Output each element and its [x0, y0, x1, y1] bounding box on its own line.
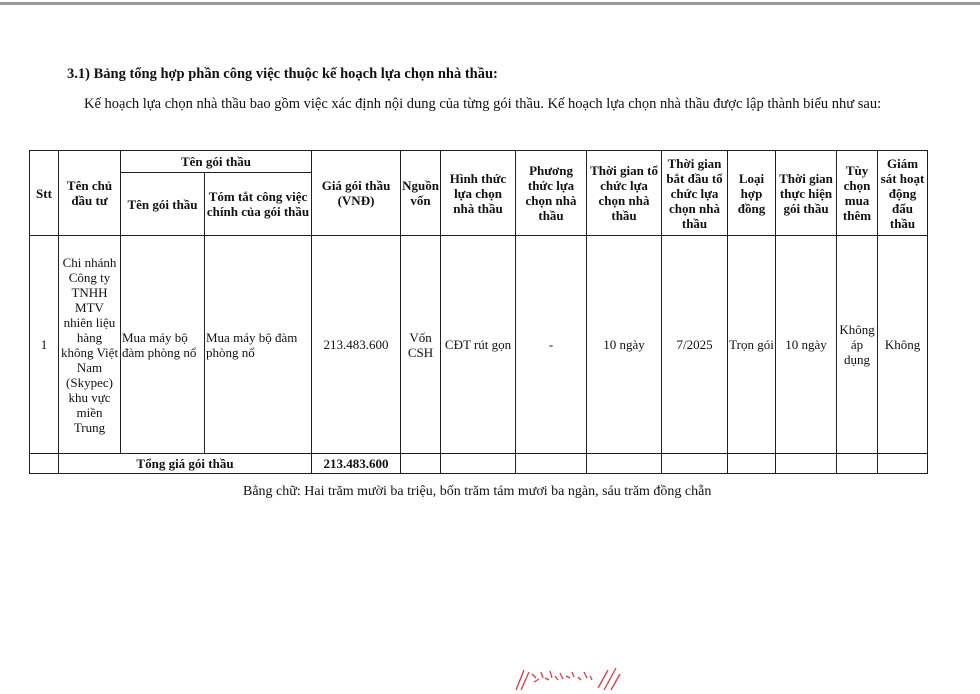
total-empty-cell [30, 454, 59, 474]
section-heading: 3.1) Bảng tổng hợp phần công việc thuộc kế hoạch lựa chọn nhà thầu: [67, 66, 498, 82]
total-empty-cell [441, 454, 516, 474]
cell-execution-time: 10 ngày [776, 236, 837, 454]
cell-price: 213.483.600 [312, 236, 401, 454]
total-row [30, 454, 928, 474]
bid-package-table [29, 150, 928, 474]
amount-in-words: Bằng chữ: Hai trăm mười ba triệu, bốn trăm tám mươi ba ngàn, sáu trăm đồng chẵn [243, 484, 712, 499]
cell-selection-form: CĐT rút gọn [441, 236, 516, 454]
cell-stt: 1 [30, 236, 59, 454]
header-summary: Tóm tắt công việc chính của gói thầu [205, 173, 312, 236]
total-empty-cell [401, 454, 441, 474]
table-row [30, 236, 928, 454]
total-label: Tổng giá gói thầu [59, 454, 312, 474]
intro-paragraph: Kế hoạch lựa chọn nhà thầu bao gồm việc xác định nội dung của từng gói thầu. Kế hoạch lựa chọn nhà thầu được lập thành biểu như sau: [84, 96, 882, 112]
header-selection-form: Hình thức lựa chọn nhà thầu [441, 151, 516, 236]
header-start-time: Thời gian bắt đầu tổ chức lựa chọn nhà thầu [662, 151, 728, 236]
total-empty-cell [878, 454, 928, 474]
header-source: Nguồn vốn [401, 151, 441, 236]
header-purchase-option: Tùy chọn mua thêm [837, 151, 878, 236]
header-price: Giá gói thầu (VNĐ) [312, 151, 401, 236]
total-value: 213.483.600 [312, 454, 401, 474]
cell-source: Vốn CSH [401, 236, 441, 454]
table-header-row [30, 151, 928, 173]
header-contract-type: Loại hợp đồng [728, 151, 776, 236]
total-empty-cell [776, 454, 837, 474]
cell-summary: Mua máy bộ đàm phòng nổ [205, 236, 312, 454]
header-stt: Stt [30, 151, 59, 236]
header-package-group: Tên gói thầu [121, 151, 312, 173]
cell-purchase-option: Không áp dụng [837, 236, 878, 454]
total-empty-cell [662, 454, 728, 474]
cell-investor: Chi nhánh Công ty TNHH MTV nhiên liệu hàng không Việt Nam (Skypec) khu vực miền Trung [59, 236, 121, 454]
header-execution-time: Thời gian thực hiện gói thầu [776, 151, 837, 236]
cell-organize-time: 10 ngày [587, 236, 662, 454]
total-empty-cell [728, 454, 776, 474]
header-selection-method: Phương thức lựa chọn nhà thầu [516, 151, 587, 236]
total-empty-cell [587, 454, 662, 474]
header-investor: Tên chủ đầu tư [59, 151, 121, 236]
cell-package-name: Mua máy bộ đàm phòng nổ [121, 236, 205, 454]
header-organize-time: Thời gian tổ chức lựa chọn nhà thầu [587, 151, 662, 236]
header-package-name: Tên gói thầu [121, 173, 205, 236]
top-border-line [0, 2, 980, 5]
cell-supervision: Không [878, 236, 928, 454]
cell-selection-method: - [516, 236, 587, 454]
total-empty-cell [837, 454, 878, 474]
cell-start-time: 7/2025 [662, 236, 728, 454]
total-empty-cell [516, 454, 587, 474]
cell-contract-type: Trọn gói [728, 236, 776, 454]
red-stamp-fragment [512, 664, 624, 694]
header-supervision: Giám sát hoạt động đấu thầu [878, 151, 928, 236]
